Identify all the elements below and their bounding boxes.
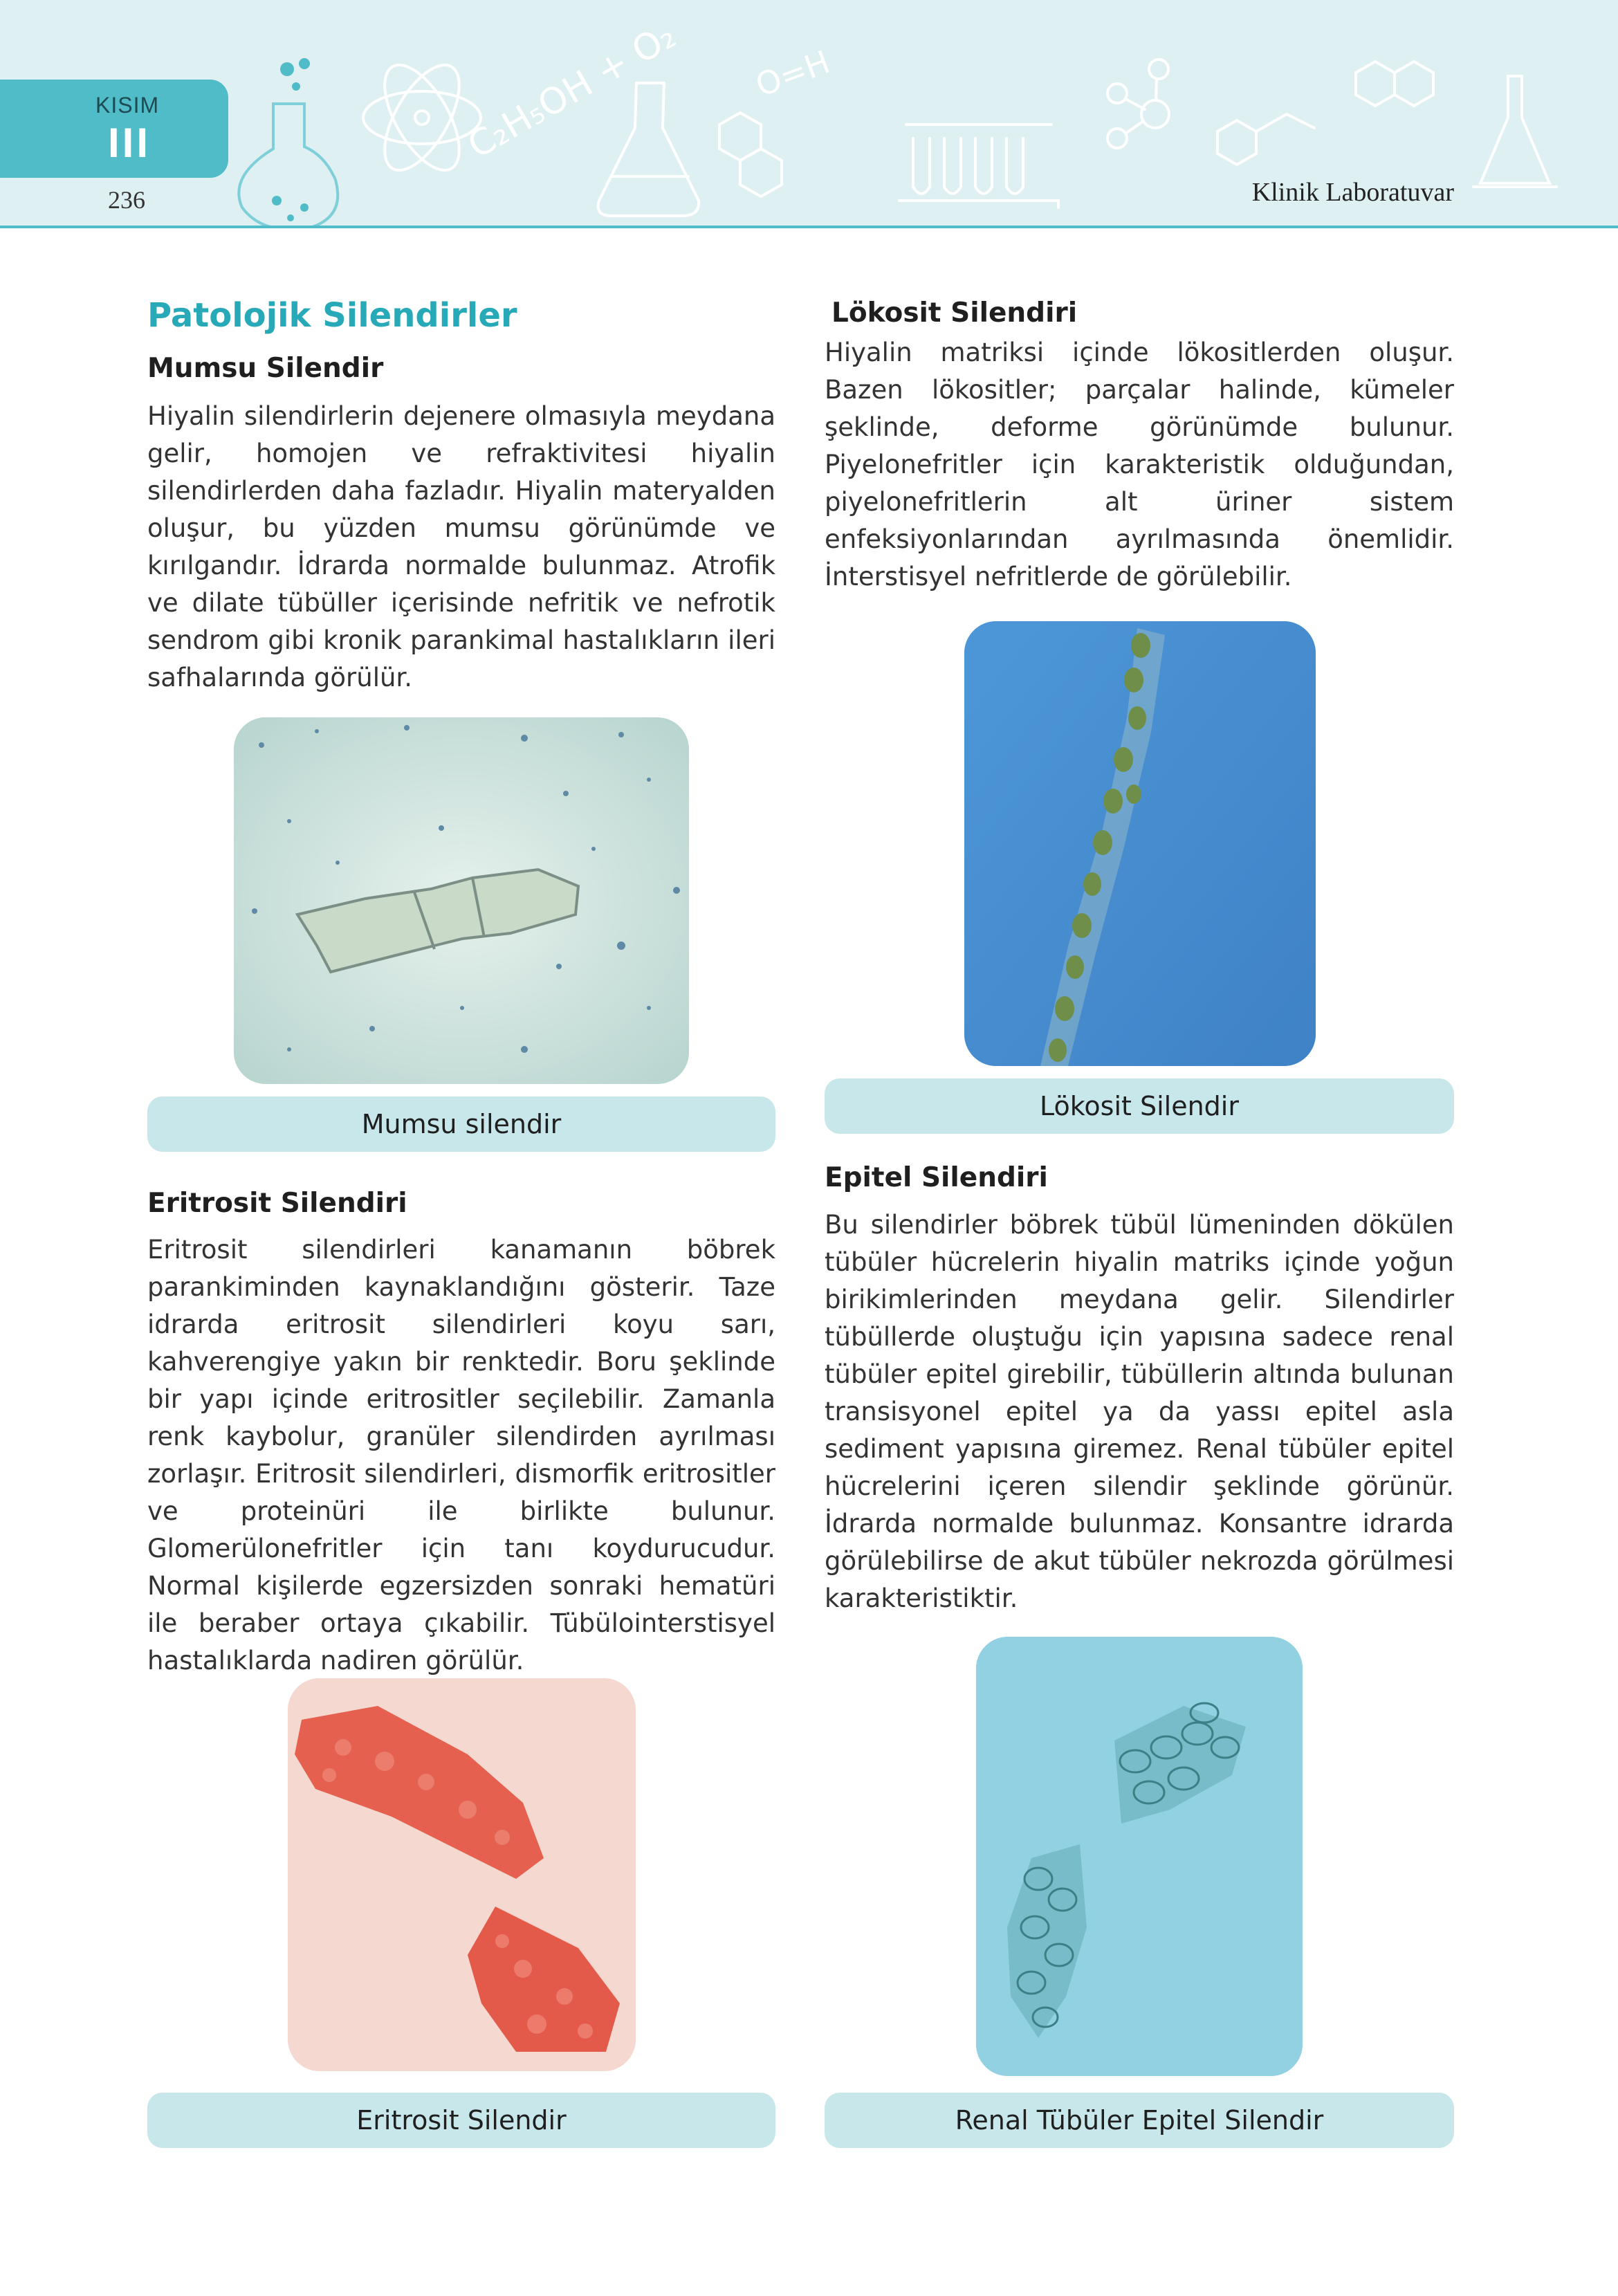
lokosit-paragraph: Hiyalin matriksi içinde lökositlerden oluşur. Bazen lökositler; parçalar halinde, kümeler şeklinde, deforme görünümde bulunur. Piyelonefritler için karakteristik olduğundan, piyelonefritlerin alt üriner sistem enfeksiyonlarından ayrılmasında önemlidir. İnterstisyel nefritlerde de görülebilir. — [825, 338, 1454, 591]
round-flask-icon — [239, 58, 338, 228]
epitel-silendir-photo — [976, 1637, 1303, 2076]
lokosit-silendir-photo — [964, 621, 1316, 1066]
running-title: Klinik Laboratuvar — [1251, 178, 1454, 207]
header-rule — [0, 226, 1618, 228]
epitel-heading: Epitel Silendiri — [825, 1162, 1048, 1193]
mumsu-silendir-photo — [234, 717, 689, 1084]
conical-flask-icon — [598, 83, 699, 216]
part-number: III — [108, 120, 151, 166]
eritrosit-caption: Eritrosit Silendir — [147, 2093, 775, 2148]
mumsu-heading: Mumsu Silendir — [147, 353, 384, 384]
epitel-paragraph: Bu silendirler böbrek tübül lümeninden dökülen tübüler hücrelerin hiyalin matriks içinde yoğun birikimlerinden meydana gelir. Silendirler tübüllerde oluştuğu için yapısına sadece renal tübüler epitel girebilir, tübüllerin altında bulunan transisyonel epitel ya da yassı epitel asla sediment yapısına giremez. Renal tübüler epitel hücrelerini içeren silendir şeklinde görünür. İdrarda normalde bulunmaz. Konsantre idrarda görülebilirse de akut tübüler nekrozda görülmesi karakteristiktir. — [825, 1210, 1454, 1613]
hexagon-molecule-icon — [719, 113, 782, 196]
waxy-cast-micrograph — [234, 717, 689, 1084]
bond-doodle: O=H — [751, 43, 835, 104]
epitel-caption: Renal Tübüler Epitel Silendir — [825, 2093, 1454, 2148]
epithelial-cast-micrograph — [976, 1637, 1303, 2076]
atom-icon — [363, 53, 481, 181]
part-label: KISIM — [95, 93, 160, 118]
molecule-icon — [1107, 59, 1169, 148]
eritrosit-heading: Eritrosit Silendiri — [147, 1188, 407, 1219]
mumsu-caption: Mumsu silendir — [147, 1096, 775, 1152]
rbc-cast-micrograph — [288, 1678, 636, 2071]
erlenmeyer-icon — [1473, 76, 1556, 187]
eritrosit-silendir-photo — [288, 1678, 636, 2071]
mumsu-paragraph: Hiyalin silendirlerin dejenere olmasıyla meydana gelir, homojen ve refraktivitesi hiyalin silendirlerden daha fazladır. Hiyalin materyalden oluşur, bu yüzden mumsu görünümde ve kırılgandır. İdrarda normalde bulunmaz. Atrofik ve dilate tübüller içerisinde nefritik ve nefrotik sendrom gibi kronik parankimal hastalıkların ileri safhalarında görülür. — [147, 401, 775, 692]
benzene-chain-icon — [1217, 62, 1433, 165]
wbc-cast-micrograph — [964, 621, 1316, 1066]
lokosit-heading: Lökosit Silendiri — [831, 297, 1078, 329]
test-tube-rack-icon — [899, 125, 1058, 208]
section-title: Patolojik Silendirler — [147, 296, 517, 335]
formula-doodle: C₂H₅OH + O₂ — [461, 15, 683, 167]
page-number: 236 — [108, 186, 145, 214]
eritrosit-paragraph: Eritrosit silendirleri kanamanın böbrek parankiminden kaynaklandığını gösterir. Taze idrarda eritrosit silendirleri koyu sarı, kahverengiye yakın bir renktedir. Boru şeklinde bir yapı içinde eritrositler seçilebilir. Zamanla renk kaybolur, granüler silendirden ayrılması zorlaşır. Eritrosit silendirleri, dismorfik eritrositler ve proteinüri ile birlikte bulunur. Glomerülonefritler için tanı koydurucudur. Normal kişilerde egzersizden sonraki hematüri ile beraber ortaya çıkabilir. Tübülointerstisyel hastalıklarda nadiren görülür. — [147, 1235, 775, 1675]
lokosit-caption: Lökosit Silendir — [825, 1078, 1454, 1134]
